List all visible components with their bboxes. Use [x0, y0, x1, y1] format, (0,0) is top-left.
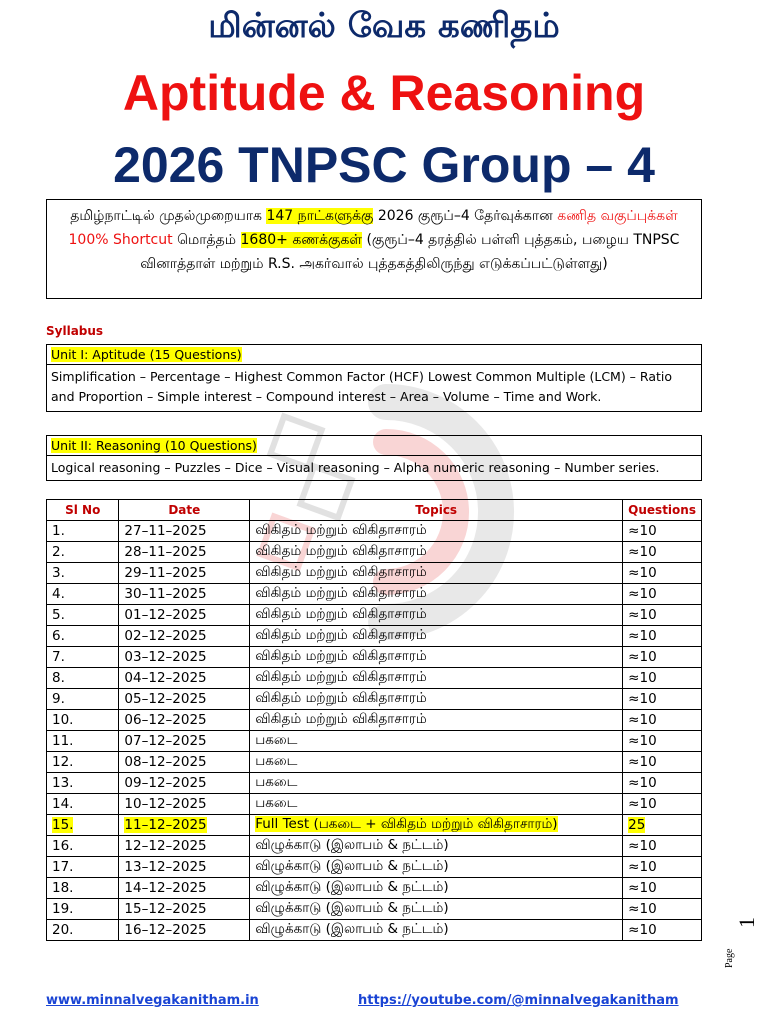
- cell-sl-no: [47, 647, 119, 668]
- header-sl-no: Sl No: [47, 500, 119, 521]
- cell-topic: [250, 857, 623, 878]
- cell-sl-no-text: 11.: [52, 733, 74, 749]
- cell-questions-text: ≈10: [628, 586, 657, 602]
- cell-date-text: 10–12–2025: [124, 796, 207, 812]
- cell-topic: [250, 836, 623, 857]
- cell-topic: [250, 731, 623, 752]
- table-row: [47, 647, 702, 668]
- intro-text-3: மொத்தம்: [172, 232, 241, 248]
- cell-date: [119, 521, 250, 542]
- cell-date-text: 30–11–2025: [124, 586, 207, 602]
- cell-topic: [250, 794, 623, 815]
- cell-date: [119, 857, 250, 878]
- unit1-body: Simplification – Percentage – Highest Common Factor (HCF) Lowest Common Multiple (LCM) – Ratio and Proportion – Simple interest – Compound interest – Area – Volume – Time and Work.: [51, 369, 672, 404]
- cell-topic-text: விழுக்காடு (இலாபம் & நட்டம்): [255, 879, 449, 895]
- cell-topic: [250, 626, 623, 647]
- cell-questions: [623, 668, 702, 689]
- cell-topic-text: விழுக்காடு (இலாபம் & நட்டம்): [255, 900, 449, 916]
- cell-sl-no-text: 6.: [52, 628, 65, 644]
- cell-questions-text: ≈10: [628, 628, 657, 644]
- cell-date-text: 14–12–2025: [124, 880, 207, 896]
- cell-topic-text: Full Test (பகடை + விகிதம் மற்றும் விகிதாசாரம்): [255, 816, 558, 832]
- cell-topic: [250, 899, 623, 920]
- cell-sl-no-text: 20.: [52, 922, 74, 938]
- cell-date: [119, 710, 250, 731]
- cell-topic-text: விகிதம் மற்றும் விகிதாசாரம்: [255, 606, 427, 622]
- cell-topic: [250, 563, 623, 584]
- cell-date: [119, 752, 250, 773]
- cell-topic: [250, 878, 623, 899]
- table-row: [47, 836, 702, 857]
- table-row: [47, 605, 702, 626]
- cell-questions: [623, 521, 702, 542]
- page-number: 1: [734, 917, 759, 928]
- cell-sl-no: [47, 542, 119, 563]
- table-row: [47, 878, 702, 899]
- cell-questions-text: ≈10: [628, 775, 657, 791]
- cell-sl-no: [47, 584, 119, 605]
- cell-date-text: 04–12–2025: [124, 670, 207, 686]
- table-row: [47, 815, 702, 836]
- cell-sl-no-text: 15.: [52, 817, 74, 833]
- cell-sl-no: [47, 563, 119, 584]
- tamil-title: மின்னல் வேக கணிதம்: [208, 6, 560, 46]
- cell-topic-text: விகிதம் மற்றும் விகிதாசாரம்: [255, 522, 427, 538]
- cell-topic: [250, 689, 623, 710]
- cell-sl-no: [47, 752, 119, 773]
- table-row: [47, 542, 702, 563]
- cell-questions: [623, 752, 702, 773]
- cell-sl-no-text: 18.: [52, 880, 74, 896]
- cell-sl-no: [47, 626, 119, 647]
- intro-text-1: தமிழ்நாட்டில் முதல்முறையாக: [70, 208, 267, 224]
- cell-topic: [250, 647, 623, 668]
- cell-date: [119, 563, 250, 584]
- table-row: [47, 521, 702, 542]
- unit2-body: Logical reasoning – Puzzles – Dice – Visual reasoning – Alpha numeric reasoning – Number series.: [51, 460, 660, 475]
- cell-questions: [623, 899, 702, 920]
- schedule-table: [46, 499, 702, 941]
- cell-topic-text: விகிதம் மற்றும் விகிதாசாரம்: [255, 543, 427, 559]
- cell-sl-no: [47, 878, 119, 899]
- intro-text-2: 2026 குரூப்–4 தேர்வுக்கான: [373, 208, 553, 224]
- cell-sl-no-text: 9.: [52, 691, 65, 707]
- cell-topic-text: பகடை: [255, 795, 298, 811]
- cell-sl-no: [47, 920, 119, 941]
- cell-questions-text: ≈10: [628, 691, 657, 707]
- intro-days-highlight: 147 நாட்களுக்கு: [266, 208, 374, 224]
- cell-questions-text: ≈10: [628, 649, 657, 665]
- cell-topic: [250, 542, 623, 563]
- unit2-header: [47, 436, 701, 456]
- group-title: 2026 TNPSC Group – 4: [113, 137, 655, 193]
- cell-date-text: 28–11–2025: [124, 544, 207, 560]
- cell-topic-text: பகடை: [255, 753, 298, 769]
- cell-date: [119, 605, 250, 626]
- cell-questions-text: ≈10: [628, 607, 657, 623]
- cell-date: [119, 689, 250, 710]
- cell-sl-no: [47, 773, 119, 794]
- header-date: Date: [119, 500, 250, 521]
- schedule-table-body: [47, 521, 702, 941]
- cell-sl-no: [47, 668, 119, 689]
- table-row: [47, 857, 702, 878]
- cell-sl-no-text: 17.: [52, 859, 74, 875]
- cell-sl-no-text: 5.: [52, 607, 65, 623]
- cell-sl-no-text: 19.: [52, 901, 74, 917]
- cell-date: [119, 668, 250, 689]
- cell-questions: [623, 584, 702, 605]
- cell-sl-no-text: 10.: [52, 712, 74, 728]
- cell-date-text: 08–12–2025: [124, 754, 207, 770]
- cell-sl-no: [47, 605, 119, 626]
- cell-questions: [623, 731, 702, 752]
- cell-date: [119, 647, 250, 668]
- cell-date-text: 13–12–2025: [124, 859, 207, 875]
- table-row: [47, 899, 702, 920]
- cell-topic-text: விழுக்காடு (இலாபம் & நட்டம்): [255, 921, 449, 937]
- cell-sl-no-text: 2.: [52, 544, 65, 560]
- cell-date-text: 03–12–2025: [124, 649, 207, 665]
- cell-questions: [623, 857, 702, 878]
- cell-sl-no-text: 14.: [52, 796, 74, 812]
- cell-topic-text: விகிதம் மற்றும் விகிதாசாரம்: [255, 690, 427, 706]
- table-row: [47, 689, 702, 710]
- cell-sl-no: [47, 899, 119, 920]
- cell-topic-text: விழுக்காடு (இலாபம் & நட்டம்): [255, 858, 449, 874]
- table-row: [47, 584, 702, 605]
- cell-questions: [623, 605, 702, 626]
- table-row: [47, 773, 702, 794]
- cell-date: [119, 878, 250, 899]
- syllabus-label: Syllabus: [46, 324, 104, 338]
- cell-sl-no: [47, 731, 119, 752]
- cell-sl-no-text: 1.: [52, 523, 65, 539]
- cell-date: [119, 773, 250, 794]
- table-header-row: [47, 500, 702, 521]
- cell-questions: [623, 626, 702, 647]
- cell-questions-text: ≈10: [628, 922, 657, 938]
- cell-date-text: 09–12–2025: [124, 775, 207, 791]
- cell-date: [119, 794, 250, 815]
- unit1-title: Unit I: Aptitude (15 Questions): [51, 347, 242, 362]
- subtitle: Aptitude & Reasoning: [122, 65, 646, 121]
- intro-text-4: (குரூப்–4 தரத்தில் பள்ளி புத்தகம், பழைய TNPSC வினாத்தாள் மற்றும் R.S. அகர்வால் புத்தகத்திலிருந்து எடுக்கப்பட்டுள்ளது): [140, 232, 680, 272]
- unit1-header: [47, 345, 701, 365]
- unit1-box: [46, 344, 702, 412]
- cell-topic-text: விழுக்காடு (இலாபம் & நட்டம்): [255, 837, 449, 853]
- header-topics: Topics: [250, 500, 623, 521]
- cell-questions: [623, 563, 702, 584]
- header-questions: Questions: [623, 500, 702, 521]
- cell-sl-no: [47, 857, 119, 878]
- cell-questions: [623, 878, 702, 899]
- cell-date: [119, 899, 250, 920]
- cell-date-text: 12–12–2025: [124, 838, 207, 854]
- cell-sl-no-text: 3.: [52, 565, 65, 581]
- cell-topic-text: விகிதம் மற்றும் விகிதாசாரம்: [255, 585, 427, 601]
- table-row: [47, 563, 702, 584]
- cell-sl-no: [47, 521, 119, 542]
- cell-topic: [250, 584, 623, 605]
- cell-sl-no: [47, 815, 119, 836]
- unit2-title: Unit II: Reasoning (10 Questions): [51, 438, 257, 453]
- cell-date-text: 15–12–2025: [124, 901, 207, 917]
- cell-questions-text: ≈10: [628, 859, 657, 875]
- intro-count-highlight: 1680+ கணக்குகள்: [240, 232, 362, 248]
- cell-questions: [623, 647, 702, 668]
- cell-topic: [250, 752, 623, 773]
- cell-questions-text: ≈10: [628, 670, 657, 686]
- cell-date-text: 11–12–2025: [124, 817, 207, 833]
- table-row: [47, 794, 702, 815]
- cell-topic-text: விகிதம் மற்றும் விகிதாசாரம்: [255, 564, 427, 580]
- cell-questions: [623, 920, 702, 941]
- cell-date: [119, 542, 250, 563]
- table-row: [47, 626, 702, 647]
- cell-questions: [623, 815, 702, 836]
- table-row: [47, 668, 702, 689]
- cell-sl-no: [47, 710, 119, 731]
- cell-topic-text: பகடை: [255, 774, 298, 790]
- cell-questions-text: ≈10: [628, 880, 657, 896]
- cell-sl-no-text: 4.: [52, 586, 65, 602]
- table-row: [47, 920, 702, 941]
- cell-sl-no-text: 12.: [52, 754, 74, 770]
- page-label: Page: [724, 948, 735, 968]
- cell-date-text: 01–12–2025: [124, 607, 207, 623]
- cell-sl-no: [47, 836, 119, 857]
- intro-box: [46, 199, 702, 299]
- cell-topic-text: விகிதம் மற்றும் விகிதாசாரம்: [255, 669, 427, 685]
- cell-date: [119, 626, 250, 647]
- cell-sl-no: [47, 689, 119, 710]
- cell-topic: [250, 815, 623, 836]
- cell-questions-text: ≈10: [628, 712, 657, 728]
- website-link[interactable]: www.minnalvegakanitham.in: [46, 993, 259, 1008]
- cell-date-text: 07–12–2025: [124, 733, 207, 749]
- cell-questions: [623, 794, 702, 815]
- cell-questions-text: ≈10: [628, 523, 657, 539]
- cell-sl-no: [47, 794, 119, 815]
- cell-date: [119, 584, 250, 605]
- cell-date-text: 27–11–2025: [124, 523, 207, 539]
- cell-questions-text: ≈10: [628, 796, 657, 812]
- unit2-box: [46, 435, 702, 481]
- cell-topic: [250, 920, 623, 941]
- cell-date-text: 06–12–2025: [124, 712, 207, 728]
- cell-questions: [623, 689, 702, 710]
- cell-date: [119, 836, 250, 857]
- cell-questions-text: ≈10: [628, 901, 657, 917]
- table-row: [47, 731, 702, 752]
- cell-questions-text: ≈10: [628, 838, 657, 854]
- cell-sl-no-text: 7.: [52, 649, 65, 665]
- cell-date-text: 02–12–2025: [124, 628, 207, 644]
- cell-questions-text: ≈10: [628, 565, 657, 581]
- intro-classes-text: கணித வகுப்புக்கள் 100% Shortcut: [68, 208, 678, 248]
- cell-topic: [250, 773, 623, 794]
- cell-date-text: 16–12–2025: [124, 922, 207, 938]
- cell-date: [119, 920, 250, 941]
- cell-topic-text: விகிதம் மற்றும் விகிதாசாரம்: [255, 711, 427, 727]
- cell-topic-text: விகிதம் மற்றும் விகிதாசாரம்: [255, 627, 427, 643]
- cell-date-text: 29–11–2025: [124, 565, 207, 581]
- cell-questions: [623, 710, 702, 731]
- cell-questions: [623, 773, 702, 794]
- cell-topic-text: பகடை: [255, 732, 298, 748]
- cell-topic: [250, 668, 623, 689]
- cell-date: [119, 731, 250, 752]
- cell-date: [119, 815, 250, 836]
- cell-questions-text: 25: [628, 817, 646, 833]
- table-row: [47, 752, 702, 773]
- youtube-link[interactable]: https://youtube.com/@minnalvegakanitham: [358, 993, 679, 1008]
- cell-questions: [623, 836, 702, 857]
- cell-questions-text: ≈10: [628, 544, 657, 560]
- table-row: [47, 710, 702, 731]
- cell-sl-no-text: 16.: [52, 838, 74, 854]
- cell-sl-no-text: 8.: [52, 670, 65, 686]
- cell-questions-text: ≈10: [628, 733, 657, 749]
- cell-topic: [250, 521, 623, 542]
- cell-sl-no-text: 13.: [52, 775, 74, 791]
- cell-questions-text: ≈10: [628, 754, 657, 770]
- cell-questions: [623, 542, 702, 563]
- cell-topic-text: விகிதம் மற்றும் விகிதாசாரம்: [255, 648, 427, 664]
- cell-date-text: 05–12–2025: [124, 691, 207, 707]
- cell-topic: [250, 605, 623, 626]
- cell-topic: [250, 710, 623, 731]
